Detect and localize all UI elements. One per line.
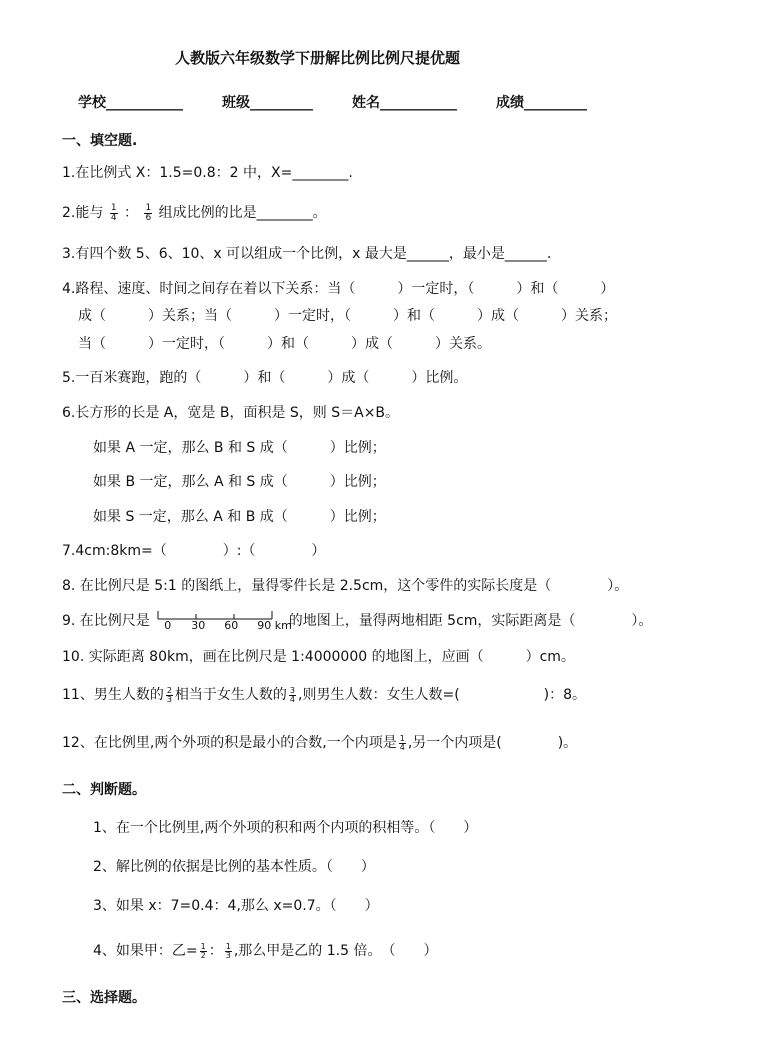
fraction-numerator: 1 <box>145 202 152 213</box>
fraction-denominator: 4 <box>110 212 117 223</box>
section3-heading: 三、选择题。 <box>62 990 146 1006</box>
judgment-4-part-a: 4、如果甲：乙= <box>93 943 198 959</box>
question-4-line-2: 成（ ）关系；当（ ）一定时，（ ）和（ ）成（ ）关系； <box>78 308 617 324</box>
question-2-prefix: 2.能与 <box>62 205 104 221</box>
question-11-part-b: 相当于女生人数的 <box>174 687 287 703</box>
fraction-numerator: 3 <box>289 685 296 695</box>
fraction-denominator: 3 <box>225 950 231 960</box>
fraction-two-thirds <box>166 687 173 704</box>
question-6-case-a: 如果 A 一定，那么 B 和 S 成（ ）比例； <box>93 440 386 456</box>
fraction-numerator: 1 <box>399 733 405 743</box>
fraction-denominator: 4 <box>289 694 296 704</box>
question-6-case-c: 如果 S 一定，那么 A 和 B 成（ ）比例； <box>93 509 386 525</box>
question-12-part-a: 12、在比例里,两个外项的积是最小的合数,一个内项是 <box>62 735 397 751</box>
question-7: 7.4cm:8km=（ ）:（ ） <box>62 543 326 559</box>
judgment-4-part-b: ,那么甲是乙的 1.5 倍。 （ ） <box>233 943 438 959</box>
question-3: 3.有四个数 5、6、10、x 可以组成一个比例，x 最大是______，最小是______. <box>62 246 552 262</box>
question-9 <box>62 608 652 634</box>
header-name-field: 姓名___________ <box>352 95 457 111</box>
fraction-numerator: 1 <box>225 941 231 951</box>
section1-heading: 一、填空题. <box>62 133 138 149</box>
fraction-denominator: 2 <box>200 950 206 960</box>
fraction-one-quarter <box>399 735 406 752</box>
question-1: 1.在比例式 X：1.5=0.8：2 中，X=________. <box>62 165 353 181</box>
question-2-suffix: 组成比例的比是________。 <box>158 205 327 221</box>
question-2 <box>62 203 327 223</box>
ratio-colon: ： <box>208 943 223 959</box>
scale-tick-label: 60 <box>224 619 239 632</box>
question-10: 10. 实际距离 80km，画在比例尺是 1:4000000 的地图上，应画（ ）cm。 <box>62 649 575 665</box>
question-12-part-b: ,另一个内项是( )。 <box>407 735 578 751</box>
judgment-4 <box>93 941 437 961</box>
fraction-denominator: 3 <box>166 694 172 704</box>
fraction-numerator: 1 <box>200 941 206 951</box>
question-6-intro: 6.长方形的长是 A，宽是 B，面积是 S，则 S＝A×B。 <box>62 405 400 421</box>
fraction-three-quarters <box>289 687 296 704</box>
scale-tick-label: 90 km <box>257 619 292 632</box>
page-title: 人教版六年级数学下册解比例比例尺提优题 <box>175 49 461 67</box>
question-9-prefix: 9. 在比例尺是 <box>62 613 150 629</box>
judgment-1: 1、在一个比例里,两个外项的积和两个内项的积相等。（ ） <box>93 820 478 836</box>
question-4-line-1: 4.路程、速度、时间之间存在着以下关系：当（ ）一定时，（ ）和（ ） <box>62 281 615 297</box>
fraction-one-sixth <box>144 204 152 223</box>
scale-tick-label: 30 <box>191 619 206 632</box>
question-5: 5.一百米赛跑，跑的（ ）和（ ）成（ ）比例。 <box>62 370 468 386</box>
question-12 <box>62 733 577 753</box>
judgment-2: 2、解比例的依据是比例的基本性质。（ ） <box>93 859 375 875</box>
question-4-line-3: 当（ ）一定时，（ ）和（ ）成（ ）关系。 <box>78 336 491 352</box>
header-score-field: 成绩_________ <box>496 95 587 111</box>
header-class-field: 班级_________ <box>222 95 313 111</box>
section2-heading: 二、判断题。 <box>62 782 146 798</box>
fraction-numerator: 2 <box>166 685 172 695</box>
fraction-denominator: 4 <box>399 742 405 752</box>
fraction-denominator: 6 <box>145 212 152 223</box>
ratio-colon: ： <box>124 205 138 221</box>
fraction-numerator: 1 <box>110 202 117 213</box>
question-8: 8. 在比例尺是 5:1 的图纸上，量得零件长是 2.5cm，这个零件的实际长度是（ ）。 <box>62 578 629 594</box>
question-11 <box>62 685 586 705</box>
question-6-case-b: 如果 B 一定，那么 A 和 S 成（ ）比例； <box>93 474 386 490</box>
question-11-part-c: ,则男生人数：女生人数=( )：8。 <box>298 687 587 703</box>
fraction-one-half <box>200 943 207 960</box>
line-scale-bar <box>154 608 292 634</box>
judgment-3: 3、如果 x：7=0.4：4,那么 x=0.7。（ ） <box>93 898 379 914</box>
fraction-one-quarter <box>110 204 118 223</box>
header-school-field: 学校___________ <box>78 95 183 111</box>
scale-tick-label: 0 <box>164 619 172 632</box>
fraction-one-third <box>225 943 232 960</box>
question-9-suffix: 的地图上，量得两地相距 5cm，实际距离是（ ）。 <box>288 613 653 629</box>
question-11-part-a: 11、男生人数的 <box>62 687 164 703</box>
